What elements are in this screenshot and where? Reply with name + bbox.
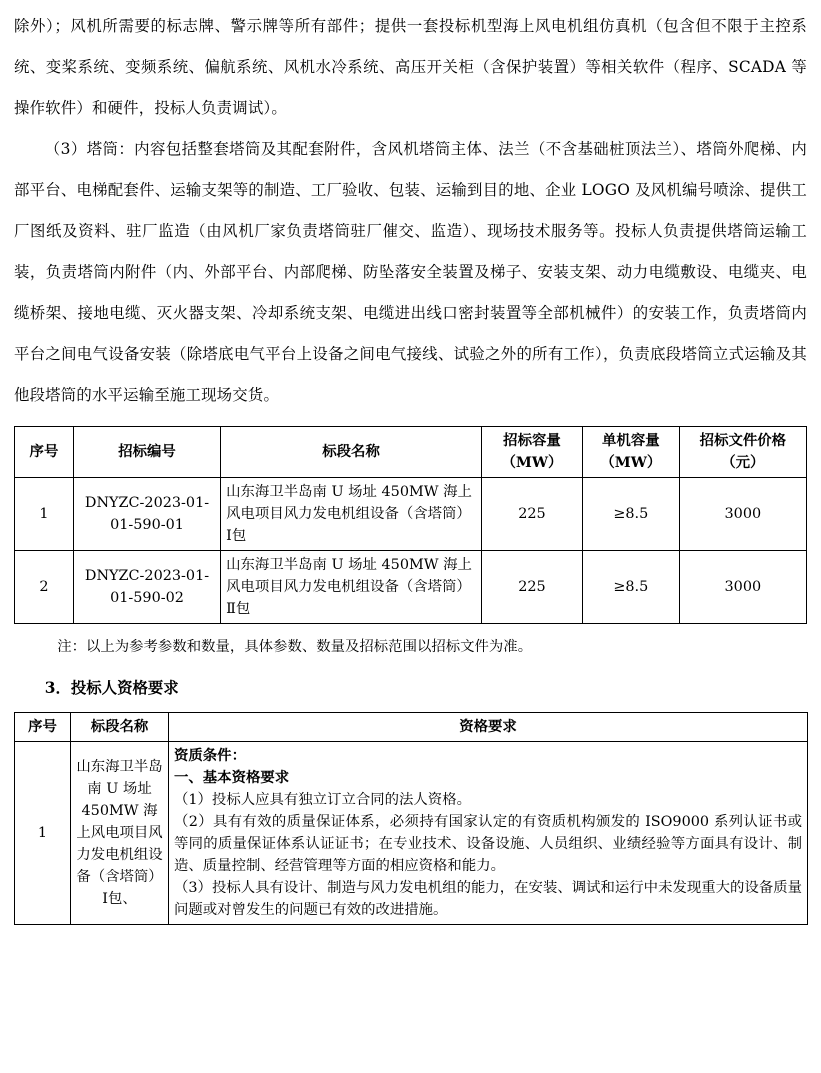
cell-unit-capacity: ≥8.5 xyxy=(582,551,679,624)
table-header-row xyxy=(15,427,807,478)
paragraph-equipment-scope: 除外）；风机所需要的标志牌、警示牌等所有部件；提供一套投标机型海上风电机组仿真机（包含但不限于主控系统、变桨系统、变频系统、偏航系统、风机水冷系统、高压开关柜（含保护装置）等相关软件（程序、SCADA 等操作软件）和硬件，投标人负责调试）。 xyxy=(14,17,807,117)
column-header-unit-capacity xyxy=(582,427,679,478)
column-header-lot-name: 标段名称 xyxy=(71,713,169,742)
qualification-subtitle: 一、基本资格要求 xyxy=(174,769,290,786)
cell-name: 山东海卫半岛南 U 场址 450MW 海上风电项目风力发电机组设备（含塔筒）Ⅱ包 xyxy=(221,551,482,624)
cell-capacity: 225 xyxy=(481,478,582,551)
cell-no: 1 xyxy=(15,742,71,925)
column-header-capacity xyxy=(481,427,582,478)
cell-code: DNYZC-2023-01-01-590-02 xyxy=(73,551,220,624)
column-header-price xyxy=(679,427,806,478)
lot-information-table xyxy=(14,426,807,624)
paragraph-tower-scope: （3）塔筒：内容包括整套塔筒及其配套附件，含风机塔筒主体、法兰（不含基础桩顶法兰）、塔筒外爬梯、内部平台、电梯配套件、运输支架等的制造、工厂验收、包装、运输到目的地、企业 LOGO 及风机编号喷涂、提供工厂图纸及资料、驻厂监造（由风机厂家负责塔筒驻厂催交、监造）、现场技术服务等。投标人负责提供塔筒运输工装，负责塔筒内附件（内、外部平台、内部爬梯、防坠落安全装置及梯子、安装支架、动力电缆敷设、电缆夹、电缆桥架、接地电缆、灭火器支架、冷却系统支架、电缆进出线口密封装置等全部机械件）的安装工作，负责塔筒内平台之间电气设备安装（除塔底电气平台上设备之间电气接线、试验之外的所有工作），负责底段塔筒立式运输及其他段塔筒的水平运输至施工现场交货。 xyxy=(14,140,807,404)
column-header-name: 标段名称 xyxy=(221,427,482,478)
table-row xyxy=(15,742,808,925)
cell-price: 3000 xyxy=(679,478,806,551)
qualification-title: 资质条件： xyxy=(174,747,246,764)
column-header-no: 序号 xyxy=(15,427,74,478)
column-header-code: 招标编号 xyxy=(73,427,220,478)
column-header-requirement: 资格要求 xyxy=(169,713,808,742)
column-header-capacity-line1: 招标容量 xyxy=(503,432,561,449)
cell-capacity: 225 xyxy=(481,551,582,624)
column-header-unit-capacity-line2: （MW） xyxy=(600,454,662,471)
column-header-price-line2: （元） xyxy=(721,454,765,471)
column-header-capacity-line2: （MW） xyxy=(501,454,563,471)
qualification-item: （3）投标人具有设计、制造与风力发电机组的能力，在安装、调试和运行中未发现重大的设备质量问题或对曾发生的问题已有效的改进措施。 xyxy=(174,880,802,918)
column-header-no: 序号 xyxy=(15,713,71,742)
cell-qualification-requirements xyxy=(169,742,808,925)
cell-code: DNYZC-2023-01-01-590-01 xyxy=(73,478,220,551)
column-header-price-line1: 招标文件价格 xyxy=(699,432,787,449)
column-header-unit-capacity-line1: 单机容量 xyxy=(602,432,660,449)
cell-lot-name: 山东海卫半岛南 U 场址 450MW 海上风电项目风力发电机组设备（含塔筒）Ⅰ包、 xyxy=(71,742,169,925)
cell-name: 山东海卫半岛南 U 场址 450MW 海上风电项目风力发电机组设备（含塔筒）Ⅰ包 xyxy=(221,478,482,551)
qualification-item: （2）具有有效的质量保证体系，必须持有国家认定的有资质机构颁发的 ISO9000 系列认证书或等同的质量保证体系认证证书；在专业技术、设备设施、人员组织、业绩经验等方面具有设计、制造、质量控制、经营管理等方面的相应资格和能力。 xyxy=(174,814,802,874)
table-row xyxy=(15,478,807,551)
cell-unit-capacity: ≥8.5 xyxy=(582,478,679,551)
qualification-item: （1）投标人应具有独立订立合同的法人资格。 xyxy=(174,792,471,808)
cell-no: 1 xyxy=(15,478,74,551)
cell-no: 2 xyxy=(15,551,74,624)
cell-price: 3000 xyxy=(679,551,806,624)
lot-table-note: 注：以上为参考参数和数量，具体参数、数量及招标范围以招标文件为准。 xyxy=(57,639,533,655)
table-row xyxy=(15,551,807,624)
qualification-table xyxy=(14,712,808,925)
table-header-row xyxy=(15,713,808,742)
section-title-bidder-qualification: 3．投标人资格要求 xyxy=(44,679,179,697)
